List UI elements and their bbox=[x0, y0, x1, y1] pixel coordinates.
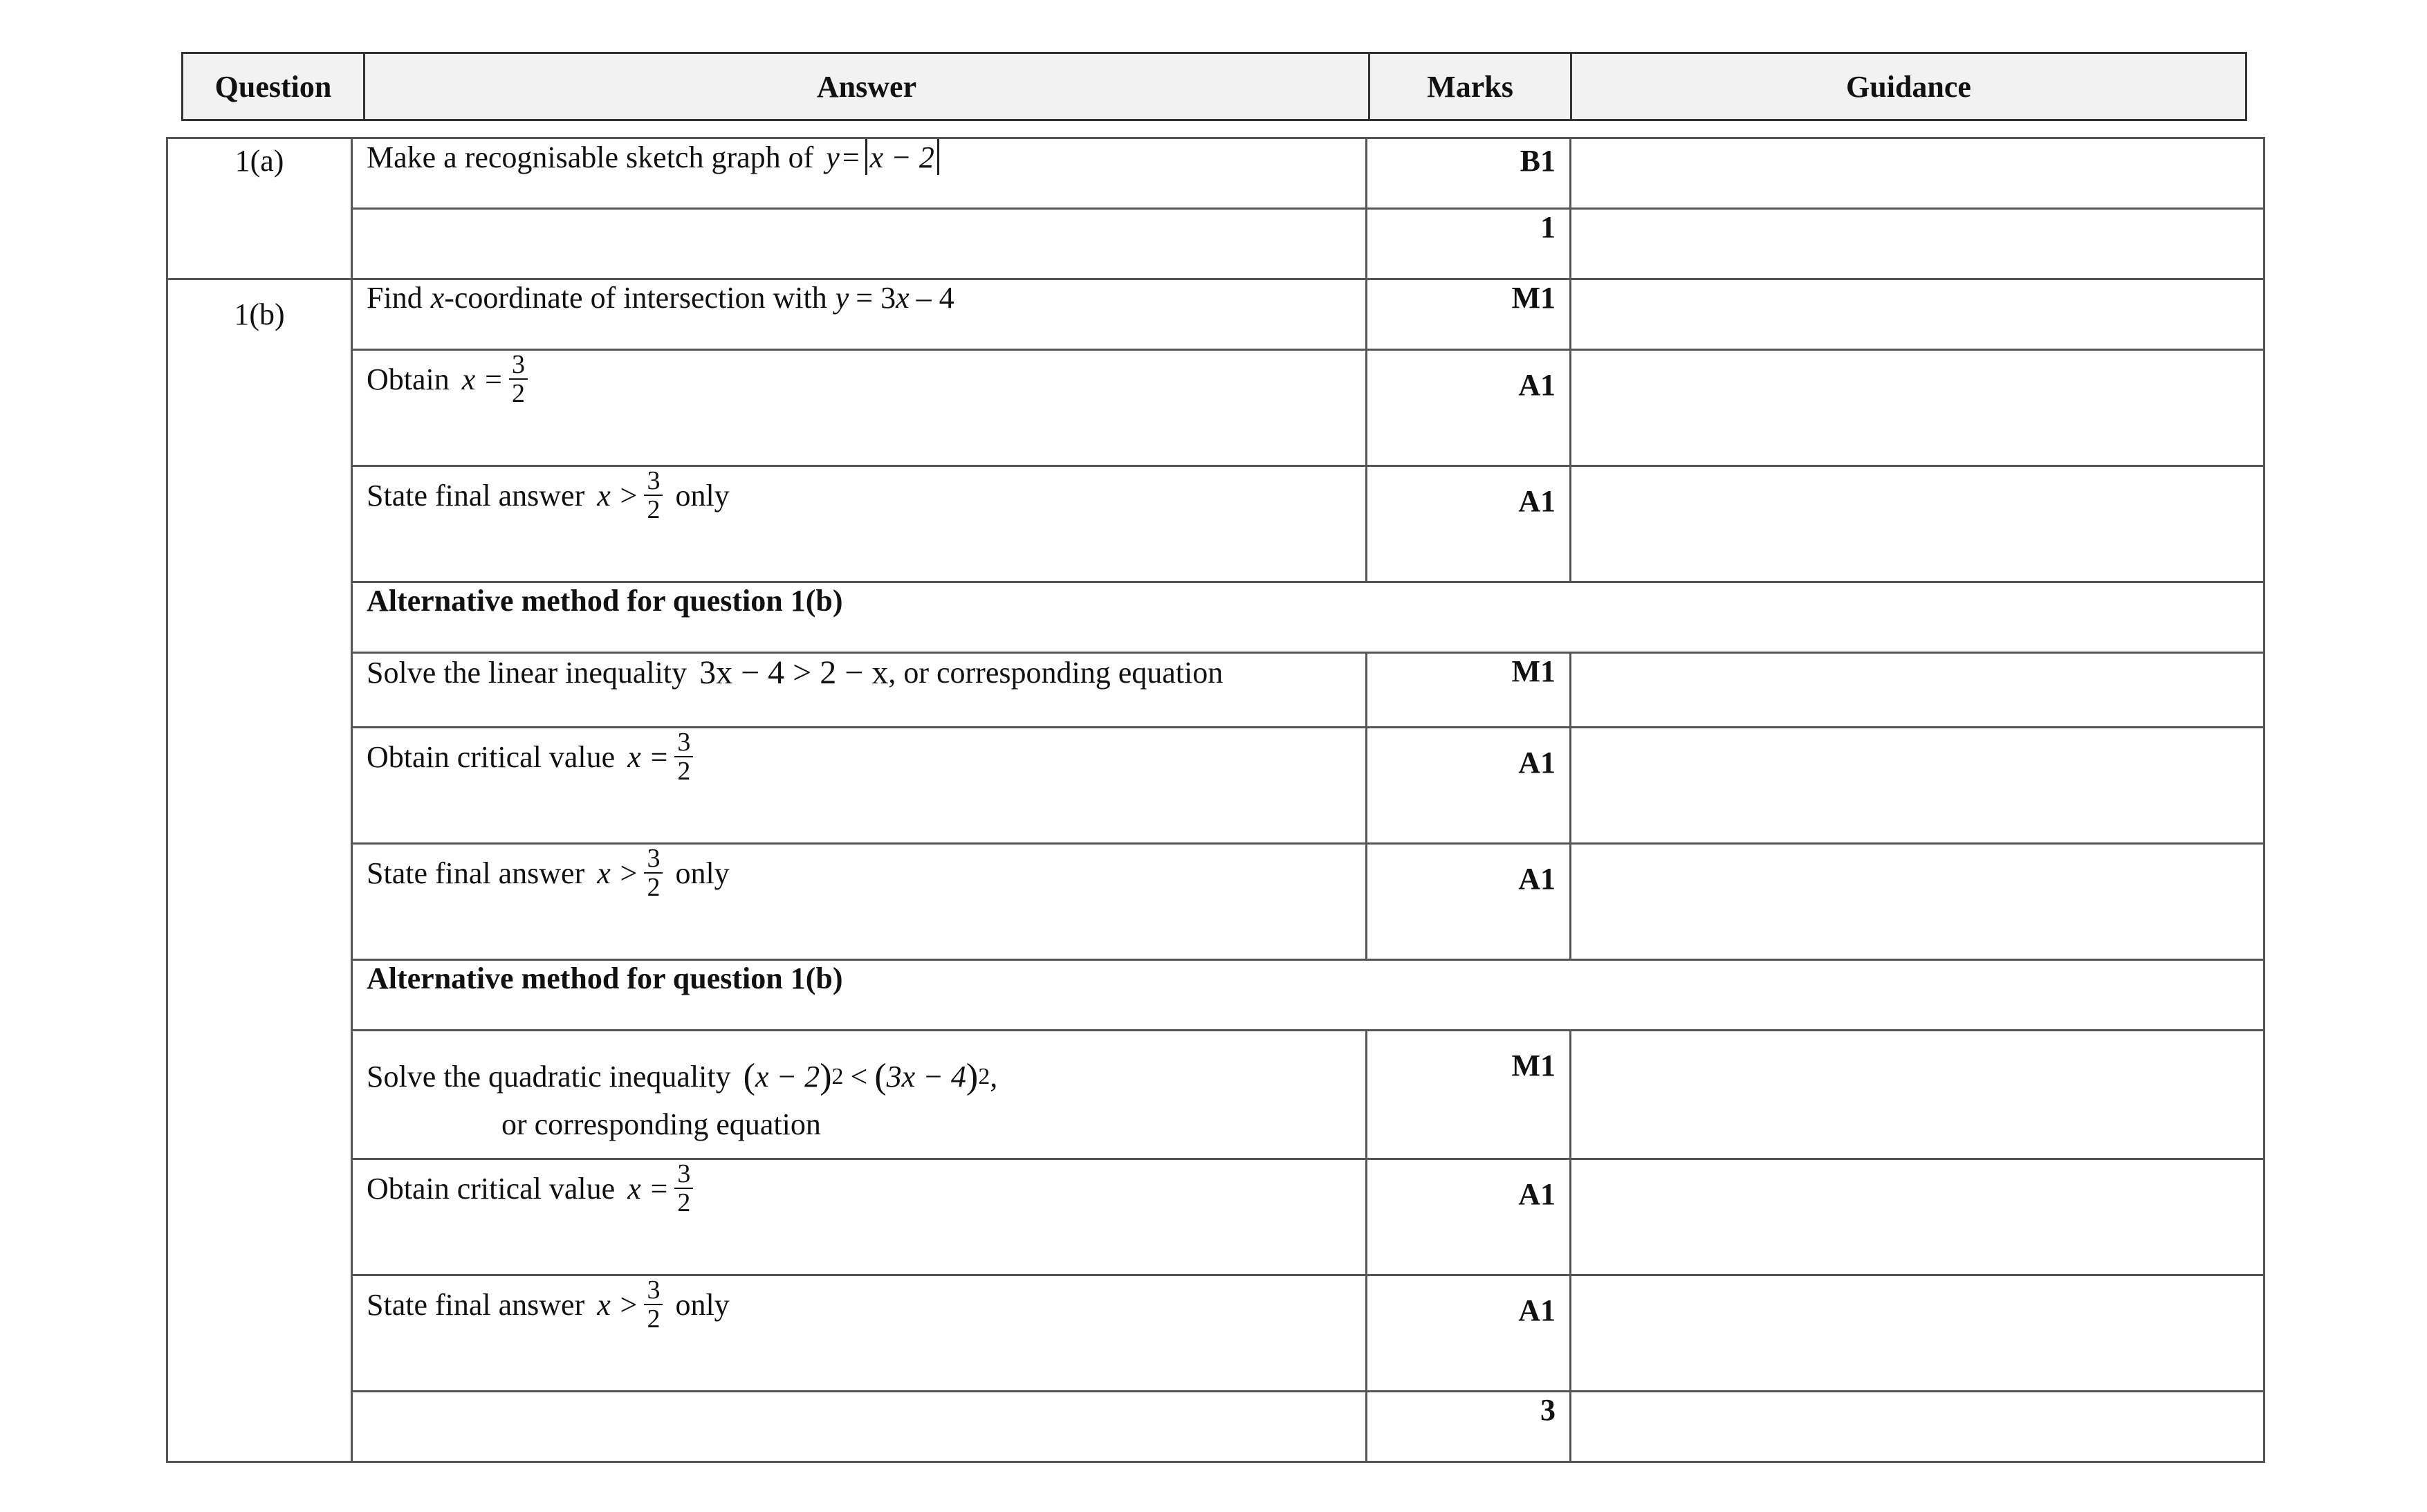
equation-part: = 3 bbox=[856, 281, 896, 315]
fraction-numerator: 3 bbox=[674, 1160, 693, 1189]
guidance-cell bbox=[1571, 844, 2264, 960]
marks-cell bbox=[1367, 1275, 1571, 1392]
fraction bbox=[644, 467, 663, 524]
header-marks: Marks bbox=[1370, 54, 1572, 119]
quadratic-rhs: 3x − 4 bbox=[886, 1060, 966, 1094]
table-row bbox=[167, 1392, 2264, 1462]
fraction-denominator: 2 bbox=[677, 1188, 691, 1217]
mark-value: B1 bbox=[1520, 144, 1556, 178]
answer-line2: or corresponding equation bbox=[501, 1107, 821, 1141]
equation-y: y bbox=[826, 140, 840, 174]
quadratic-lhs: x − 2 bbox=[755, 1060, 820, 1094]
fraction-numerator: 3 bbox=[509, 351, 528, 380]
fraction-numerator: 3 bbox=[644, 845, 663, 874]
answer-text: State final answer bbox=[367, 1287, 585, 1322]
guidance-cell bbox=[1571, 279, 2264, 350]
answer-cell bbox=[352, 728, 1367, 844]
alternative-method-title: Alternative method for question 1(b) bbox=[367, 584, 843, 618]
equation-lhs: x = bbox=[627, 1171, 670, 1206]
equation-lhs: x > bbox=[597, 856, 639, 890]
guidance-cell bbox=[1571, 1392, 2264, 1462]
table-row bbox=[167, 279, 2264, 350]
table-row bbox=[167, 1031, 2264, 1159]
guidance-cell bbox=[1571, 209, 2264, 279]
header-guidance: Guidance bbox=[1846, 69, 1971, 104]
comma: , bbox=[990, 1060, 998, 1094]
table-row bbox=[167, 960, 2264, 1031]
table-header bbox=[181, 52, 2247, 121]
mark-value: A1 bbox=[1518, 1177, 1556, 1211]
marks-cell bbox=[1367, 844, 1571, 960]
answer-tail: only bbox=[675, 478, 730, 513]
answer-cell bbox=[352, 209, 1367, 279]
fraction bbox=[674, 728, 693, 785]
table-row bbox=[167, 728, 2264, 844]
guidance-cell bbox=[1571, 653, 2264, 728]
header-question: Question bbox=[183, 54, 365, 119]
mark-value: M1 bbox=[1511, 1049, 1556, 1082]
fraction-denominator: 2 bbox=[647, 873, 661, 902]
answer-text-cont: -coordinate of intersection with bbox=[444, 281, 827, 315]
inequality: 3x − 4 > 2 − x bbox=[699, 654, 889, 691]
answer-text: Obtain critical value bbox=[367, 739, 616, 774]
mark-value: A1 bbox=[1518, 862, 1556, 896]
marks-cell bbox=[1367, 728, 1571, 844]
fraction-denominator: 2 bbox=[647, 1304, 661, 1334]
fraction bbox=[644, 845, 663, 901]
answer-cell bbox=[352, 653, 1367, 728]
guidance-cell bbox=[1571, 350, 2264, 466]
total-mark: 1 bbox=[1540, 210, 1556, 244]
guidance-cell bbox=[1571, 466, 2264, 582]
mark-value: A1 bbox=[1518, 1293, 1556, 1327]
table-row bbox=[167, 350, 2264, 466]
answer-cell bbox=[352, 466, 1367, 582]
equation-lhs: x = bbox=[627, 739, 670, 774]
marks-cell bbox=[1367, 1031, 1571, 1159]
answer-cell bbox=[352, 1275, 1367, 1392]
table-row bbox=[167, 582, 2264, 653]
table-row bbox=[167, 1275, 2264, 1392]
answer-tail: , or corresponding equation bbox=[888, 656, 1224, 690]
mark-value: A1 bbox=[1518, 368, 1556, 402]
fraction-numerator: 3 bbox=[674, 728, 693, 757]
total-mark: 3 bbox=[1540, 1393, 1556, 1427]
marks-cell bbox=[1367, 350, 1571, 466]
table-row bbox=[167, 209, 2264, 279]
mark-value: M1 bbox=[1511, 654, 1556, 688]
answer-cell: Solve the quadratic inequality ( x − 2 ) 2 < ( 3x − 4 ) 2 , or corresponding equation bbox=[352, 1031, 1367, 1159]
marks-cell bbox=[1367, 1159, 1571, 1275]
table-row bbox=[167, 844, 2264, 960]
guidance-cell bbox=[1571, 1159, 2264, 1275]
question-label: 1(a) bbox=[234, 144, 284, 178]
var-y: y bbox=[835, 281, 849, 315]
abs-bar-right bbox=[937, 139, 939, 175]
guidance-cell bbox=[1571, 1275, 2264, 1392]
fraction bbox=[509, 351, 528, 407]
exponent: 2 bbox=[831, 1063, 844, 1089]
answer-cell bbox=[352, 138, 1367, 209]
equation-equals: = bbox=[842, 140, 860, 174]
mark-scheme-table bbox=[166, 137, 2265, 1463]
var-x2: x bbox=[896, 281, 910, 315]
mark-value: A1 bbox=[1518, 746, 1556, 780]
less-than: < bbox=[850, 1060, 868, 1094]
fraction bbox=[644, 1276, 663, 1333]
marks-cell bbox=[1367, 466, 1571, 582]
guidance-cell bbox=[1571, 138, 2264, 209]
question-cell bbox=[167, 279, 352, 1462]
alternative-method-heading bbox=[352, 960, 2264, 1031]
answer-tail: only bbox=[675, 1287, 730, 1322]
answer-text: Solve the linear inequality bbox=[367, 656, 688, 690]
marks-cell bbox=[1367, 653, 1571, 728]
equation-lhs: x > bbox=[597, 478, 639, 513]
table-row bbox=[167, 653, 2264, 728]
guidance-cell bbox=[1571, 1031, 2264, 1159]
marks-cell bbox=[1367, 279, 1571, 350]
alternative-method-title: Alternative method for question 1(b) bbox=[367, 961, 843, 995]
marks-cell bbox=[1367, 1392, 1571, 1462]
equation-abs-content: x − 2 bbox=[869, 140, 934, 174]
mark-value: M1 bbox=[1511, 281, 1556, 315]
fraction bbox=[674, 1160, 693, 1217]
marks-cell bbox=[1367, 138, 1571, 209]
fraction-numerator: 3 bbox=[644, 1276, 663, 1305]
answer-cell bbox=[352, 350, 1367, 466]
marks-cell bbox=[1367, 209, 1571, 279]
answer-cell bbox=[352, 844, 1367, 960]
table-row bbox=[167, 138, 2264, 209]
exponent: 2 bbox=[978, 1063, 990, 1089]
answer-text: State final answer bbox=[367, 856, 585, 890]
question-cell bbox=[167, 138, 352, 279]
table-row bbox=[167, 1159, 2264, 1275]
answer-text: Obtain bbox=[367, 362, 450, 396]
answer-cell bbox=[352, 279, 1367, 350]
fraction-denominator: 2 bbox=[647, 495, 661, 524]
abs-bar-left bbox=[865, 139, 867, 175]
answer-tail: only bbox=[675, 856, 730, 890]
fraction-denominator: 2 bbox=[677, 757, 691, 786]
var-x: x bbox=[430, 281, 445, 315]
guidance-cell bbox=[1571, 728, 2264, 844]
answer-text: Obtain critical value bbox=[367, 1171, 616, 1206]
answer-text: Make a recognisable sketch graph of bbox=[367, 140, 814, 174]
mark-value: A1 bbox=[1518, 484, 1556, 518]
answer-text: State final answer bbox=[367, 478, 585, 513]
answer-text: Solve the quadratic inequality bbox=[367, 1060, 731, 1094]
question-label: 1(b) bbox=[234, 297, 285, 331]
answer-text: Find bbox=[367, 281, 423, 315]
equation-tail: – 4 bbox=[916, 281, 954, 315]
fraction-denominator: 2 bbox=[512, 379, 525, 408]
answer-cell bbox=[352, 1159, 1367, 1275]
equation-lhs: x = bbox=[461, 362, 504, 396]
answer-cell bbox=[352, 1392, 1367, 1462]
header-answer: Answer bbox=[365, 54, 1370, 119]
table-row bbox=[167, 466, 2264, 582]
alternative-method-heading bbox=[352, 582, 2264, 653]
fraction-numerator: 3 bbox=[644, 467, 663, 496]
equation-lhs: x > bbox=[597, 1287, 639, 1322]
